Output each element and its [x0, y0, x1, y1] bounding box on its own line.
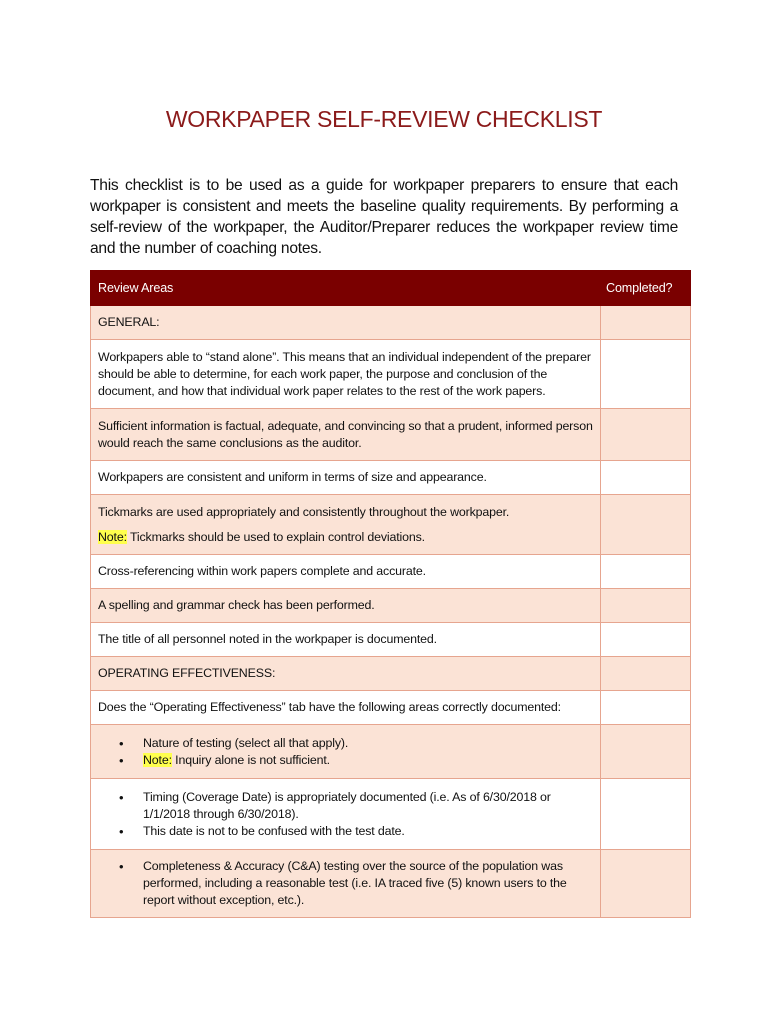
completed-cell[interactable] — [601, 589, 691, 623]
page-title: WORKPAPER SELF-REVIEW CHECKLIST — [165, 106, 603, 132]
table-row — [91, 340, 691, 409]
completed-cell[interactable] — [601, 725, 691, 779]
completed-cell[interactable] — [601, 779, 691, 850]
review-item-cell — [91, 725, 601, 779]
bullet-item: • Completeness & Accuracy (C&A) testing over the source of the population was performed, including a reasonable test (i.e. IA traced five (5) known users to the report without exception, etc.). — [143, 858, 593, 909]
review-item-text: Workpapers able to “stand alone”. This means that an individual independent of the preparer should be able to determine, for each work paper, the purpose and conclusion of the document, and how that individual work paper relates to the rest of the work papers. — [91, 340, 601, 409]
completed-cell[interactable] — [601, 555, 691, 589]
completed-cell[interactable] — [601, 691, 691, 725]
review-item-cell — [91, 850, 601, 918]
review-item-cell — [91, 495, 601, 555]
completed-cell[interactable] — [601, 461, 691, 495]
review-item-text: Tickmarks are used appropriately and consistently throughout the workpaper. — [98, 504, 510, 519]
note-text: Tickmarks should be used to explain control deviations. — [126, 529, 425, 544]
note-text: Inquiry alone is not sufficient. — [171, 752, 330, 767]
bullet-item — [143, 752, 593, 769]
bullet-item: • Timing (Coverage Date) is appropriately documented (i.e. As of 6/30/2018 or 1/1/2018 through 6/30/2018). — [143, 789, 593, 823]
review-item-note — [98, 529, 593, 546]
review-item-text: Does the “Operating Effectiveness” tab have the following areas correctly documented: — [91, 691, 601, 725]
completed-cell[interactable] — [601, 306, 691, 340]
review-checklist-table — [90, 270, 691, 918]
section-heading-operating-effectiveness: OPERATING EFFECTIVENESS: — [91, 657, 601, 691]
table-header-row — [91, 271, 691, 306]
table-row — [91, 409, 691, 461]
bullet-list — [98, 789, 593, 840]
completed-cell[interactable] — [601, 657, 691, 691]
table-row — [91, 461, 691, 495]
table-row — [91, 306, 691, 340]
review-item-cell — [91, 779, 601, 850]
completed-cell[interactable] — [601, 623, 691, 657]
review-item-text: A spelling and grammar check has been performed. — [91, 589, 601, 623]
table-row — [91, 555, 691, 589]
note-label: Note: — [143, 752, 172, 767]
completed-cell[interactable] — [601, 409, 691, 461]
intro-paragraph: This checklist is to be used as a guide for workpaper preparers to ensure that each workpaper is consistent and meets the baseline quality requirements. By performing a self-review of the workpaper, the Auditor/Preparer reduces the workpaper review time and the number of coaching notes. — [90, 177, 678, 257]
completed-cell[interactable] — [601, 495, 691, 555]
table-row — [91, 589, 691, 623]
table-row — [91, 850, 691, 918]
completed-cell[interactable] — [601, 850, 691, 918]
table-row — [91, 691, 691, 725]
review-item-text: Cross-referencing within work papers complete and accurate. — [91, 555, 601, 589]
bullet-item: • This date is not to be confused with the test date. — [143, 823, 593, 840]
bullet-list — [98, 735, 593, 769]
table-row — [91, 623, 691, 657]
review-item-text: Workpapers are consistent and uniform in terms of size and appearance. — [91, 461, 601, 495]
review-areas-header: Review Areas — [91, 271, 601, 306]
table-row — [91, 779, 691, 850]
table-row — [91, 495, 691, 555]
table-row — [91, 657, 691, 691]
review-item-text: Sufficient information is factual, adequate, and convincing so that a prudent, informed person would reach the same conclusions as the auditor. — [91, 409, 601, 461]
completed-cell[interactable] — [601, 340, 691, 409]
completed-header: Completed? — [601, 271, 691, 306]
bullet-list — [98, 858, 593, 909]
review-item-text: The title of all personnel noted in the workpaper is documented. — [91, 623, 601, 657]
note-label: Note: — [98, 529, 127, 544]
bullet-item: • Nature of testing (select all that apply). — [143, 735, 593, 752]
table-row — [91, 725, 691, 779]
section-heading-general: GENERAL: — [91, 306, 601, 340]
